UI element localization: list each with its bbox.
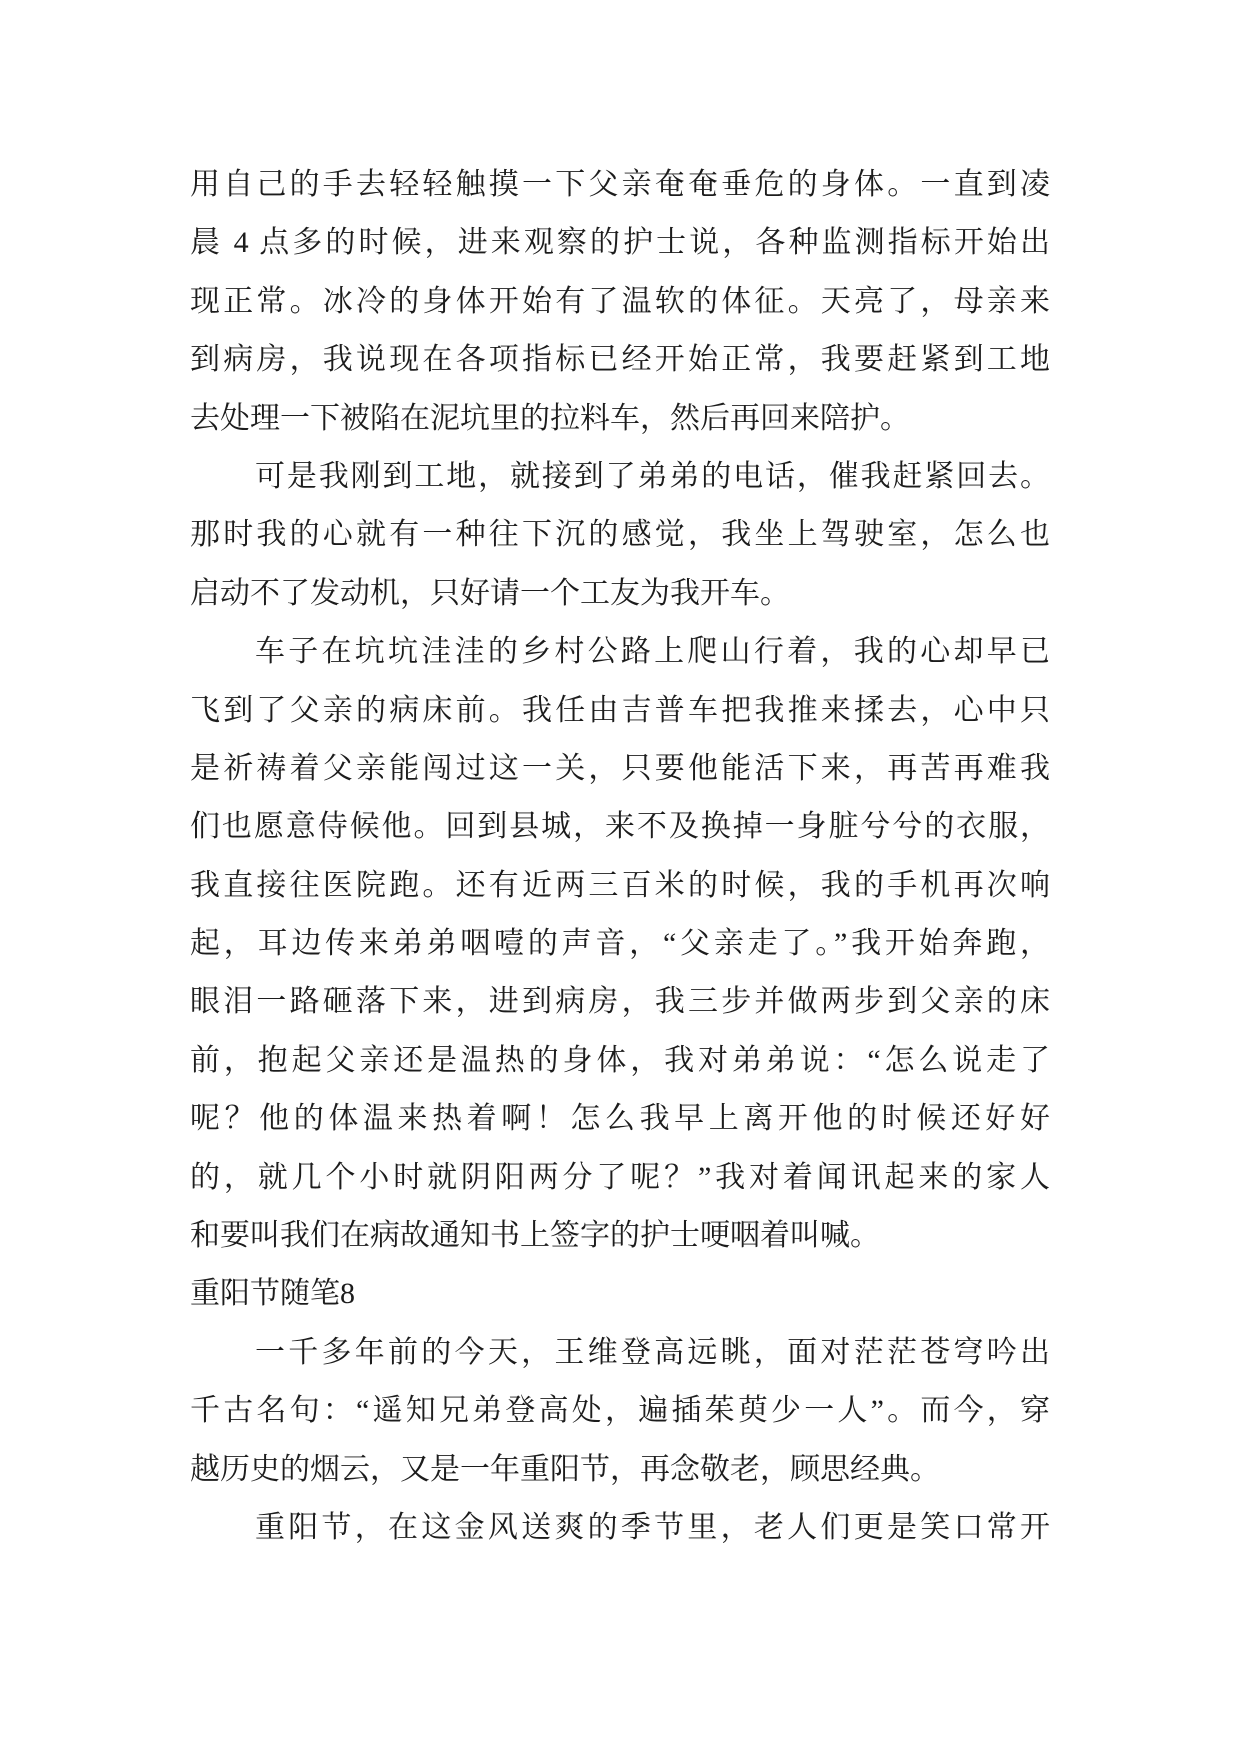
text-line: 用自己的手去轻轻触摸一下父亲奄奄垂危的身体。一直到凌: [190, 168, 1050, 201]
paragraph: [190, 1499, 1050, 1557]
paragraph: [190, 623, 1050, 1265]
text-line: 晨 4 点多的时候，进来观察的护士说，各种监测指标开始出: [190, 226, 1050, 260]
text-line: 到病房，我说现在各项指标已经开始正常，我要赶紧到工地: [190, 343, 1050, 377]
text-line: 和要叫我们在病故通知书上签字的护士哽咽着叫喊。: [190, 1219, 880, 1253]
text-line: 我直接往医院跑。还有近两三百米的时候，我的手机再次响: [190, 868, 1050, 902]
text-line: 去处理一下被陷在泥坑里的拉料车，然后再回来陪护。: [190, 401, 910, 435]
section-heading: [190, 1265, 1050, 1323]
text-line: 现正常。冰冷的身体开始有了温软的体征。天亮了，母亲来: [190, 284, 1050, 318]
text-line: 飞到了父亲的病床前。我任由吉普车把我推来揉去，心中只: [190, 693, 1050, 727]
text-line: 们也愿意侍候他。回到县城，来不及换掉一身脏兮兮的衣服，: [190, 810, 1050, 844]
text-line: 起，耳边传来弟弟咽噎的声音，“父亲走了。”我开始奔跑，: [190, 927, 1050, 961]
paragraph: [190, 1324, 1050, 1499]
text-line: 的，就几个小时就阴阳两分了呢？”我对着闻讯起来的家人: [190, 1160, 1050, 1194]
paragraph: [190, 448, 1050, 623]
section-title: 重阳节随笔8: [190, 1277, 355, 1311]
text-line: 千古名句：“遥知兄弟登高处，遍插茱萸少一人”。而今，穿: [190, 1394, 1050, 1428]
document-body: [190, 156, 1050, 1557]
text-line: 那时我的心就有一种往下沉的感觉，我坐上驾驶室，怎么也: [190, 518, 1050, 552]
text-line: 可是我刚到工地，就接到了弟弟的电话，催我赶紧回去。: [255, 459, 1050, 493]
text-line: 车子在坑坑洼洼的乡村公路上爬山行着，我的心却早已: [255, 635, 1050, 669]
text-line: 启动不了发动机，只好请一个工友为我开车。: [190, 576, 790, 610]
text-line: 越历史的烟云，又是一年重阳节，再念敬老，顾思经典。: [190, 1452, 940, 1486]
paragraph: [190, 156, 1050, 448]
text-line: 重阳节，在这金风送爽的季节里，老人们更是笑口常开: [255, 1510, 1050, 1544]
text-line: 是祈祷着父亲能闯过这一关，只要他能活下来，再苦再难我: [190, 751, 1050, 785]
text-line: 一千多年前的今天，王维登高远眺，面对茫茫苍穹吟出: [255, 1335, 1050, 1369]
text-line: 呢？他的体温来热着啊！怎么我早上离开他的时候还好好: [190, 1102, 1050, 1136]
text-line: 眼泪一路砸落下来，进到病房，我三步并做两步到父亲的床: [190, 985, 1050, 1019]
text-line: 前，抱起父亲还是温热的身体，我对弟弟说：“怎么说走了: [190, 1043, 1050, 1077]
